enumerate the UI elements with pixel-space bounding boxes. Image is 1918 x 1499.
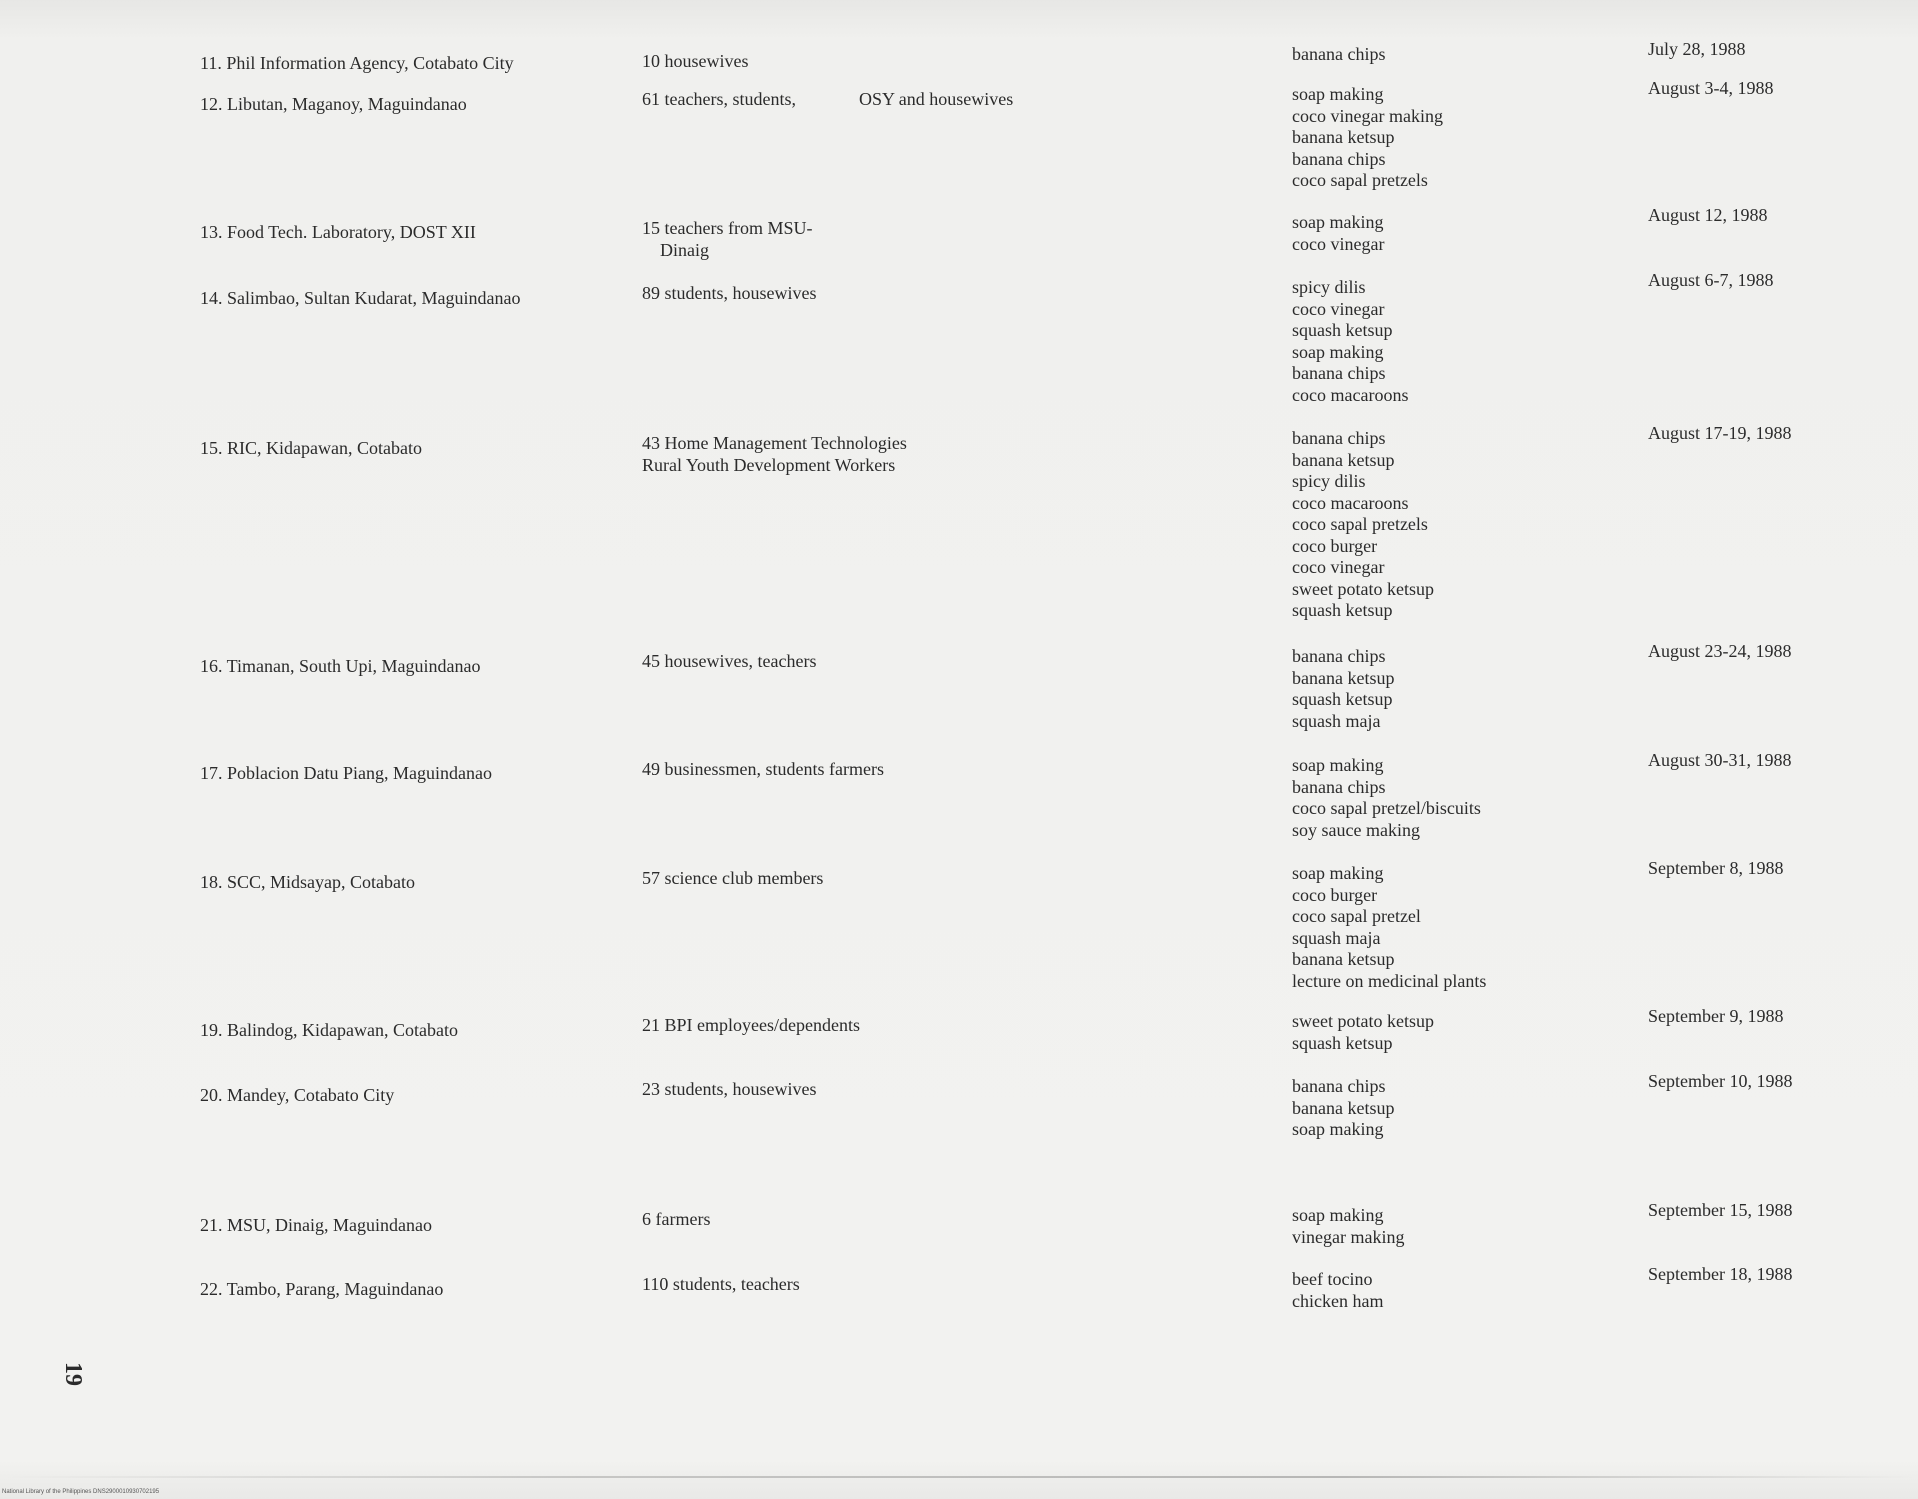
training-date: August 6-7, 1988 [1648,270,1774,290]
participants: 6 farmers [642,1209,711,1229]
participants: 89 students, housewives [642,283,817,303]
product-item: banana chips [1292,363,1386,383]
products-list [1292,646,1622,732]
product-item: squash ketsup [1292,320,1393,340]
training-site: 19. Balindog, Kidapawan, Cotabato [200,1020,458,1040]
product-item: banana chips [1292,776,1386,797]
participants: 110 students, teachers [642,1274,800,1294]
training-date: September 10, 1988 [1648,1071,1793,1091]
training-date: August 17-19, 1988 [1648,423,1792,443]
product-item: soap making [1292,1205,1384,1225]
training-site: 11. Phil Information Agency, Cotabato City [200,53,514,73]
participants: 23 students, housewives [642,1079,817,1099]
training-site: 21. MSU, Dinaig, Maguindanao [200,1215,432,1235]
participants: 45 housewives, teachers [642,651,817,671]
product-item: coco sapal pretzel [1292,906,1421,926]
product-item: coco sapal pretzels [1292,170,1428,190]
product-item: coco macaroons [1292,492,1409,513]
training-site: 20. Mandey, Cotabato City [200,1085,395,1105]
product-item: banana chips [1292,428,1386,448]
product-item: soap making [1292,84,1384,104]
product-item: banana ketsup [1292,667,1395,688]
participants: 57 science club members [642,868,824,888]
archive-footer: National Library of the Philippines DNS2900010930702195 [2,1489,160,1495]
participants: 21 BPI employees/dependents [642,1015,860,1035]
product-item: squash ketsup [1292,600,1393,620]
product-item: beef tocino [1292,1269,1373,1289]
product-item: squash ketsup [1292,1032,1393,1053]
product-item: soap making [1292,212,1384,232]
product-item: soap making [1292,1119,1384,1139]
training-date: September 18, 1988 [1648,1264,1793,1284]
product-item: soap making [1292,755,1384,775]
training-site: 18. SCC, Midsayap, Cotabato [200,872,415,892]
products-list [1292,1011,1622,1054]
page-number: 19 [60,1362,86,1386]
training-site: 14. Salimbao, Sultan Kudarat, Maguindanao [200,288,521,308]
product-item: coco burger [1292,535,1378,556]
product-item: soap making [1292,863,1384,883]
product-item: banana chips [1292,44,1386,64]
training-site: 15. RIC, Kidapawan, Cotabato [200,438,422,458]
product-item: soap making [1292,341,1384,362]
products-list [1292,755,1622,841]
participants: 49 businessmen, students farmers [642,759,884,779]
product-item: lecture on medicinal plants [1292,970,1487,991]
product-item: spicy dilis [1292,471,1366,491]
training-date: August 12, 1988 [1648,205,1768,225]
training-site: 22. Tambo, Parang, Maguindanao [200,1279,444,1299]
products-list [1292,1076,1622,1141]
product-item: spicy dilis [1292,277,1366,297]
products-list [1292,277,1622,406]
product-item: banana ketsup [1292,449,1395,470]
product-item: sweet potato ketsup [1292,1011,1434,1031]
product-item: banana ketsup [1292,127,1395,147]
training-site: 12. Libutan, Maganoy, Maguindanao [200,94,467,114]
product-item: banana chips [1292,1076,1386,1096]
product-item: sweet potato ketsup [1292,578,1434,599]
product-item: banana ketsup [1292,949,1395,969]
products-list [1292,863,1622,992]
products-list [1292,1269,1622,1312]
training-date: September 8, 1988 [1648,858,1784,878]
training-site: 17. Poblacion Datu Piang, Maguindanao [200,763,492,783]
products-list [1292,212,1622,255]
product-item: squash ketsup [1292,689,1393,709]
participants: 61 teachers, students, OSY and housewives [642,89,1014,109]
product-item: coco vinegar [1292,298,1385,319]
product-item: banana ketsup [1292,1097,1395,1118]
product-item: coco vinegar [1292,233,1385,254]
product-item: coco macaroons [1292,384,1409,405]
product-item: coco burger [1292,884,1378,905]
product-item: soy sauce making [1292,819,1420,840]
training-date: August 30-31, 1988 [1648,750,1792,770]
product-item: coco vinegar making [1292,105,1443,126]
participants: 10 housewives [642,51,749,71]
product-item: coco vinegar [1292,557,1385,577]
page-edge-divider [0,1476,1918,1478]
product-item: coco sapal pretzels [1292,514,1428,534]
product-item: chicken ham [1292,1290,1384,1311]
product-item: coco sapal pretzel/biscuits [1292,798,1481,818]
product-item: squash maja [1292,710,1381,731]
training-date: August 3-4, 1988 [1648,78,1774,98]
training-site: 16. Timanan, South Upi, Maguindanao [200,656,481,676]
product-item: vinegar making [1292,1226,1405,1247]
participants: 15 teachers from MSU- Dinaig [642,218,813,260]
product-item: squash maja [1292,927,1381,948]
product-item: banana chips [1292,148,1386,169]
products-list [1292,1205,1622,1248]
training-site: 13. Food Tech. Laboratory, DOST XII [200,222,476,242]
training-date: September 15, 1988 [1648,1200,1793,1220]
training-date: September 9, 1988 [1648,1006,1784,1026]
products-list [1292,428,1622,622]
participants: 43 Home Management Technologies Rural Youth Development Workers [642,433,907,475]
product-item: banana chips [1292,646,1386,666]
products-list [1292,84,1622,192]
training-date: August 23-24, 1988 [1648,641,1792,661]
products-list [1292,44,1622,66]
training-date: July 28, 1988 [1648,39,1746,59]
